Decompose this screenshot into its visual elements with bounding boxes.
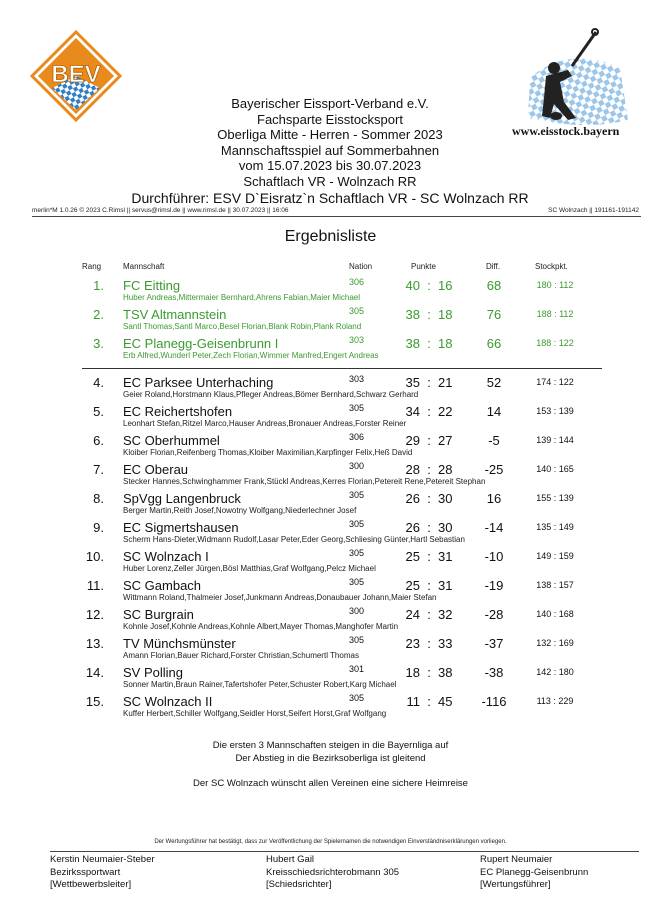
row-players: Berger Martin,Reith Josef,Nowotny Wolfgang,Niederlechner Josef <box>123 506 357 515</box>
row-points-colon: : <box>427 336 431 351</box>
row-rank: 4. <box>93 375 104 390</box>
row-stock-points: 188 : 112 <box>536 309 574 319</box>
row-rank: 8. <box>93 491 104 506</box>
signature-role: Kreisschiedsrichterobmann 305 <box>266 866 400 878</box>
row-nation: 303 <box>349 335 365 345</box>
row-stock-points: 132 : 169 <box>536 638 574 648</box>
row-points-won: 26 <box>405 491 420 506</box>
page-title: Ergebnisliste <box>284 228 377 245</box>
table-row <box>0 462 661 490</box>
row-rank: 15. <box>85 694 104 709</box>
row-nation: 303 <box>349 374 365 384</box>
row-points-won: 28 <box>405 462 420 477</box>
row-stock-points: 113 : 229 <box>536 696 574 706</box>
row-rank: 11. <box>86 578 104 593</box>
row-players: Stecker Hannes,Schwinghammer Frank,Stückl Andreas,Kerres Florian,Petereit Rene,Petereit Stephan <box>123 477 486 486</box>
row-rank: 7. <box>93 462 104 477</box>
row-team: TV Münchsmünster <box>123 636 236 651</box>
row-team: EC Sigmertshausen <box>123 520 239 535</box>
row-team: FC Eitting <box>123 278 181 293</box>
header-block <box>130 96 530 207</box>
row-points-lost: 18 <box>438 307 453 322</box>
table-row <box>0 433 661 461</box>
row-stock-points: 180 : 112 <box>536 280 574 290</box>
row-diff: -28 <box>484 607 504 622</box>
row-diff: -25 <box>484 462 504 477</box>
row-team: EC Oberau <box>123 462 189 477</box>
row-points-lost: 21 <box>438 375 453 390</box>
row-points <box>398 520 460 535</box>
header-divider <box>32 216 641 217</box>
signature-divider <box>50 851 639 852</box>
promotion-divider <box>82 368 602 369</box>
note-farewell: Der SC Wolnzach wünscht allen Vereinen eine sichere Heimreise <box>193 778 468 789</box>
row-stock-points: 153 : 139 <box>536 406 574 416</box>
meta-club-id: SC Wolnzach || 191161-191142 <box>548 207 639 214</box>
row-points-won: 34 <box>405 404 420 419</box>
row-players: Erb Alfred,Wunderl Peter,Zech Florian,Wimmer Manfred,Engert Andreas <box>123 351 379 360</box>
table-row <box>0 404 661 432</box>
row-points <box>398 665 460 680</box>
row-nation: 305 <box>349 693 365 703</box>
row-stock-points: 174 : 122 <box>536 377 574 387</box>
row-players: Kloiber Florian,Reifenberg Thomas,Kloiber Maximilian,Karpfinger Felix,Heß David <box>123 448 413 457</box>
row-points-lost: 33 <box>438 636 453 651</box>
row-points <box>398 433 460 448</box>
row-players: Huber Lorenz,Zeller Jürgen,Bösl Matthias,Graf Wolfgang,Pelcz Michael <box>123 564 376 573</box>
row-stock-points: 140 : 165 <box>536 464 574 474</box>
col-rank: Rang <box>82 262 102 271</box>
table-row <box>0 491 661 519</box>
row-players: Amann Florian,Bauer Richard,Forster Christian,Schumertl Thomas <box>123 651 359 660</box>
row-points-lost: 30 <box>438 520 453 535</box>
header-organizer: Durchführer: ESV D`Eisratz`n Schaftlach VR - SC Wolnzach RR <box>131 189 529 206</box>
table-row <box>0 665 661 693</box>
table-row <box>0 694 661 722</box>
row-players: Leonhart Stefan,Ritzel Marco,Hauser Andreas,Bronauer Andreas,Forster Reiner <box>123 419 407 428</box>
row-players: Huber Andreas,Mittermaier Bernhard,Ahrens Fabian,Maier Michael <box>123 293 360 302</box>
row-players: Kohnle Josef,Kohnle Andreas,Kohnle Albert,Mayer Thomas,Manghofer Martin <box>123 622 399 631</box>
table-row <box>0 375 661 403</box>
row-points-won: 25 <box>405 578 420 593</box>
row-rank: 6. <box>93 433 104 448</box>
col-team: Mannschaft <box>123 262 165 271</box>
row-points-won: 26 <box>405 520 420 535</box>
row-points-lost: 32 <box>438 607 453 622</box>
table-row <box>0 278 661 306</box>
row-nation: 305 <box>349 548 365 558</box>
row-diff: -116 <box>481 694 507 709</box>
row-points-won: 40 <box>405 278 420 293</box>
row-points <box>398 491 460 506</box>
table-row <box>0 636 661 664</box>
row-nation: 305 <box>349 306 365 316</box>
row-points <box>398 578 460 593</box>
header-dates: vom 15.07.2023 bis 30.07.2023 <box>238 158 422 174</box>
row-rank: 3. <box>93 336 104 351</box>
note-promotion: Die ersten 3 Mannschaften steigen in die Bayernliga auf <box>212 740 449 751</box>
row-points-colon: : <box>427 433 431 448</box>
row-team: EC Reichertshofen <box>123 404 233 419</box>
legal-notice: Der Wertungsführer hat bestätigt, dass zur Veröffentlichung der Spielernamen die notwendigen Einverständniserklärungen vorliegen. <box>154 839 507 845</box>
row-diff: -19 <box>484 578 504 593</box>
table-row <box>0 549 661 577</box>
row-nation: 305 <box>349 577 365 587</box>
row-team: SC Wolnzach II <box>123 694 213 709</box>
table-row <box>0 520 661 548</box>
row-diff: 52 <box>486 375 502 390</box>
row-points-won: 35 <box>405 375 420 390</box>
row-points-colon: : <box>427 278 431 293</box>
row-rank: 5. <box>93 404 104 419</box>
col-diff: Diff. <box>486 262 501 271</box>
signature-referee <box>266 854 399 892</box>
row-players: Scherm Hans-Dieter,Widmann Rudolf,Lasar Peter,Eder Georg,Schliesing Günter,Hartl Sebastian <box>123 535 465 544</box>
row-points-colon: : <box>427 578 431 593</box>
row-points <box>398 636 460 651</box>
row-points <box>398 607 460 622</box>
row-stock-points: 149 : 159 <box>536 551 574 561</box>
row-points-colon: : <box>427 549 431 564</box>
row-points-lost: 45 <box>438 694 453 709</box>
signature-function: [Wettbewerbsleiter] <box>50 879 132 890</box>
row-points-lost: 31 <box>438 549 453 564</box>
row-team: SpVgg Langenbruck <box>123 491 241 506</box>
row-diff: 14 <box>486 404 502 419</box>
row-diff: -10 <box>484 549 504 564</box>
row-points-lost: 28 <box>438 462 453 477</box>
row-nation: 300 <box>349 606 365 616</box>
row-rank: 12. <box>85 607 104 622</box>
header-league: Oberliga Mitte - Herren - Sommer 2023 <box>217 127 443 143</box>
row-players: Wittmann Roland,Thalmeier Josef,Junkmann Andreas,Donaubauer Johann,Maier Stefan <box>123 593 437 602</box>
bev-logo-text: BEV <box>51 61 101 88</box>
row-points <box>398 549 460 564</box>
row-nation: 305 <box>349 519 365 529</box>
row-rank: 9. <box>93 520 104 535</box>
row-players: Santl Thomas,Santl Marco,Besel Florian,Blank Robin,Plank Roland <box>123 322 362 331</box>
row-points-colon: : <box>427 694 431 709</box>
row-rank: 1. <box>93 278 104 293</box>
row-nation: 305 <box>349 403 365 413</box>
row-team: SC Gambach <box>123 578 202 593</box>
row-points-colon: : <box>427 375 431 390</box>
row-team: SC Oberhummel <box>123 433 220 448</box>
table-row <box>0 336 661 364</box>
header-venue: Schaftlach VR - Wolnzach RR <box>243 173 417 189</box>
row-points <box>398 336 460 351</box>
row-rank: 14. <box>85 665 104 680</box>
row-points <box>398 404 460 419</box>
signature-competition-lead <box>50 854 155 892</box>
row-stock-points: 155 : 139 <box>536 493 574 503</box>
row-points <box>398 307 460 322</box>
table-row <box>0 307 661 335</box>
note-relegation: Der Abstieg in die Bezirksoberliga ist gleitend <box>235 753 426 764</box>
row-points-won: 23 <box>405 636 420 651</box>
row-players: Geier Roland,Horstmann Klaus,Pfleger Andreas,Bömer Bernhard,Schwarz Gerhard <box>123 390 419 399</box>
row-points-colon: : <box>427 404 431 419</box>
bev-logo <box>30 30 122 122</box>
row-points <box>398 278 460 293</box>
row-team: SC Burgrain <box>123 607 194 622</box>
col-stock: Stockpkt. <box>535 262 568 271</box>
row-points-lost: 16 <box>438 278 453 293</box>
row-points <box>398 462 460 477</box>
header-division: Fachsparte Eisstocksport <box>257 111 403 127</box>
row-points-colon: : <box>427 520 431 535</box>
row-points-colon: : <box>427 665 431 680</box>
row-points-lost: 18 <box>438 336 453 351</box>
row-points-won: 11 <box>406 694 420 709</box>
row-stock-points: 139 : 144 <box>536 435 574 445</box>
table-row <box>0 578 661 606</box>
row-rank: 2. <box>93 307 104 322</box>
row-diff: -5 <box>488 433 500 448</box>
row-points <box>398 375 460 390</box>
row-nation: 306 <box>349 277 365 287</box>
signature-scorer <box>480 854 588 892</box>
header-federation: Bayerischer Eissport-Verband e.V. <box>231 96 429 111</box>
row-players: Kuffer Herbert,Schiller Wolfgang,Seidler Horst,Seifert Horst,Graf Wolfgang <box>123 709 387 718</box>
row-stock-points: 188 : 122 <box>536 338 574 348</box>
row-points-colon: : <box>427 491 431 506</box>
row-points-won: 25 <box>405 549 420 564</box>
row-points-colon: : <box>427 636 431 651</box>
row-nation: 305 <box>349 490 365 500</box>
signature-function: [Schiedsrichter] <box>266 879 332 890</box>
row-stock-points: 140 : 168 <box>536 609 574 619</box>
signature-function: [Wertungsführer] <box>480 879 551 890</box>
row-diff: 16 <box>486 491 502 506</box>
row-diff: -38 <box>484 665 504 680</box>
signature-role: EC Planegg-Geisenbrunn <box>480 866 589 878</box>
row-points-won: 18 <box>405 665 420 680</box>
col-nation: Nation <box>349 262 373 271</box>
row-points-lost: 31 <box>438 578 453 593</box>
row-points-lost: 27 <box>438 433 453 448</box>
row-diff: 68 <box>486 278 502 293</box>
row-team: SC Wolnzach I <box>123 549 209 564</box>
row-team: EC Parksee Unterhaching <box>123 375 274 390</box>
row-points-lost: 30 <box>438 491 453 506</box>
row-stock-points: 142 : 180 <box>536 667 574 677</box>
row-stock-points: 138 : 157 <box>536 580 574 590</box>
row-nation: 306 <box>349 432 365 442</box>
row-points <box>398 694 460 709</box>
row-points-lost: 38 <box>438 665 453 680</box>
row-team: EC Planegg-Geisenbrunn I <box>123 336 279 351</box>
row-diff: -14 <box>484 520 504 535</box>
row-stock-points: 135 : 149 <box>536 522 574 532</box>
row-rank: 10. <box>85 549 104 564</box>
row-nation: 305 <box>349 635 365 645</box>
row-nation: 301 <box>349 664 365 674</box>
row-points-won: 29 <box>405 433 420 448</box>
signature-name: Rupert Neumaier <box>480 854 553 865</box>
row-diff: -37 <box>484 636 504 651</box>
meta-software: merlin*M 1.0.26 © 2023 C.Rimsl || servus@rimsl.de || www.rimsl.de || 30.07.2023 || 16:06 <box>32 207 289 214</box>
row-points-won: 38 <box>405 336 420 351</box>
row-points-lost: 22 <box>438 404 453 419</box>
row-diff: 76 <box>486 307 502 322</box>
eisstock-url: www.eisstock.bayern <box>512 124 620 138</box>
signature-name: Kerstin Neumaier-Steber <box>50 854 155 865</box>
row-players: Sonner Martin,Braun Rainer,Tafertshofer Peter,Schuster Robert,Karg Michael <box>123 680 397 689</box>
row-points-colon: : <box>427 607 431 622</box>
row-diff: 66 <box>486 336 502 351</box>
row-team: SV Polling <box>123 665 183 680</box>
row-nation: 300 <box>349 461 365 471</box>
header-mode: Mannschaftsspiel auf Sommerbahnen <box>220 142 440 158</box>
row-points-colon: : <box>427 307 431 322</box>
row-rank: 13. <box>85 636 104 651</box>
col-points: Punkte <box>411 262 436 271</box>
table-row <box>0 607 661 635</box>
row-points-won: 38 <box>405 307 420 322</box>
signature-name: Hubert Gail <box>266 854 315 865</box>
row-points-won: 24 <box>405 607 420 622</box>
row-points-colon: : <box>427 462 431 477</box>
signature-role: Bezirkssportwart <box>50 866 121 878</box>
row-team: TSV Altmannstein <box>123 307 227 322</box>
